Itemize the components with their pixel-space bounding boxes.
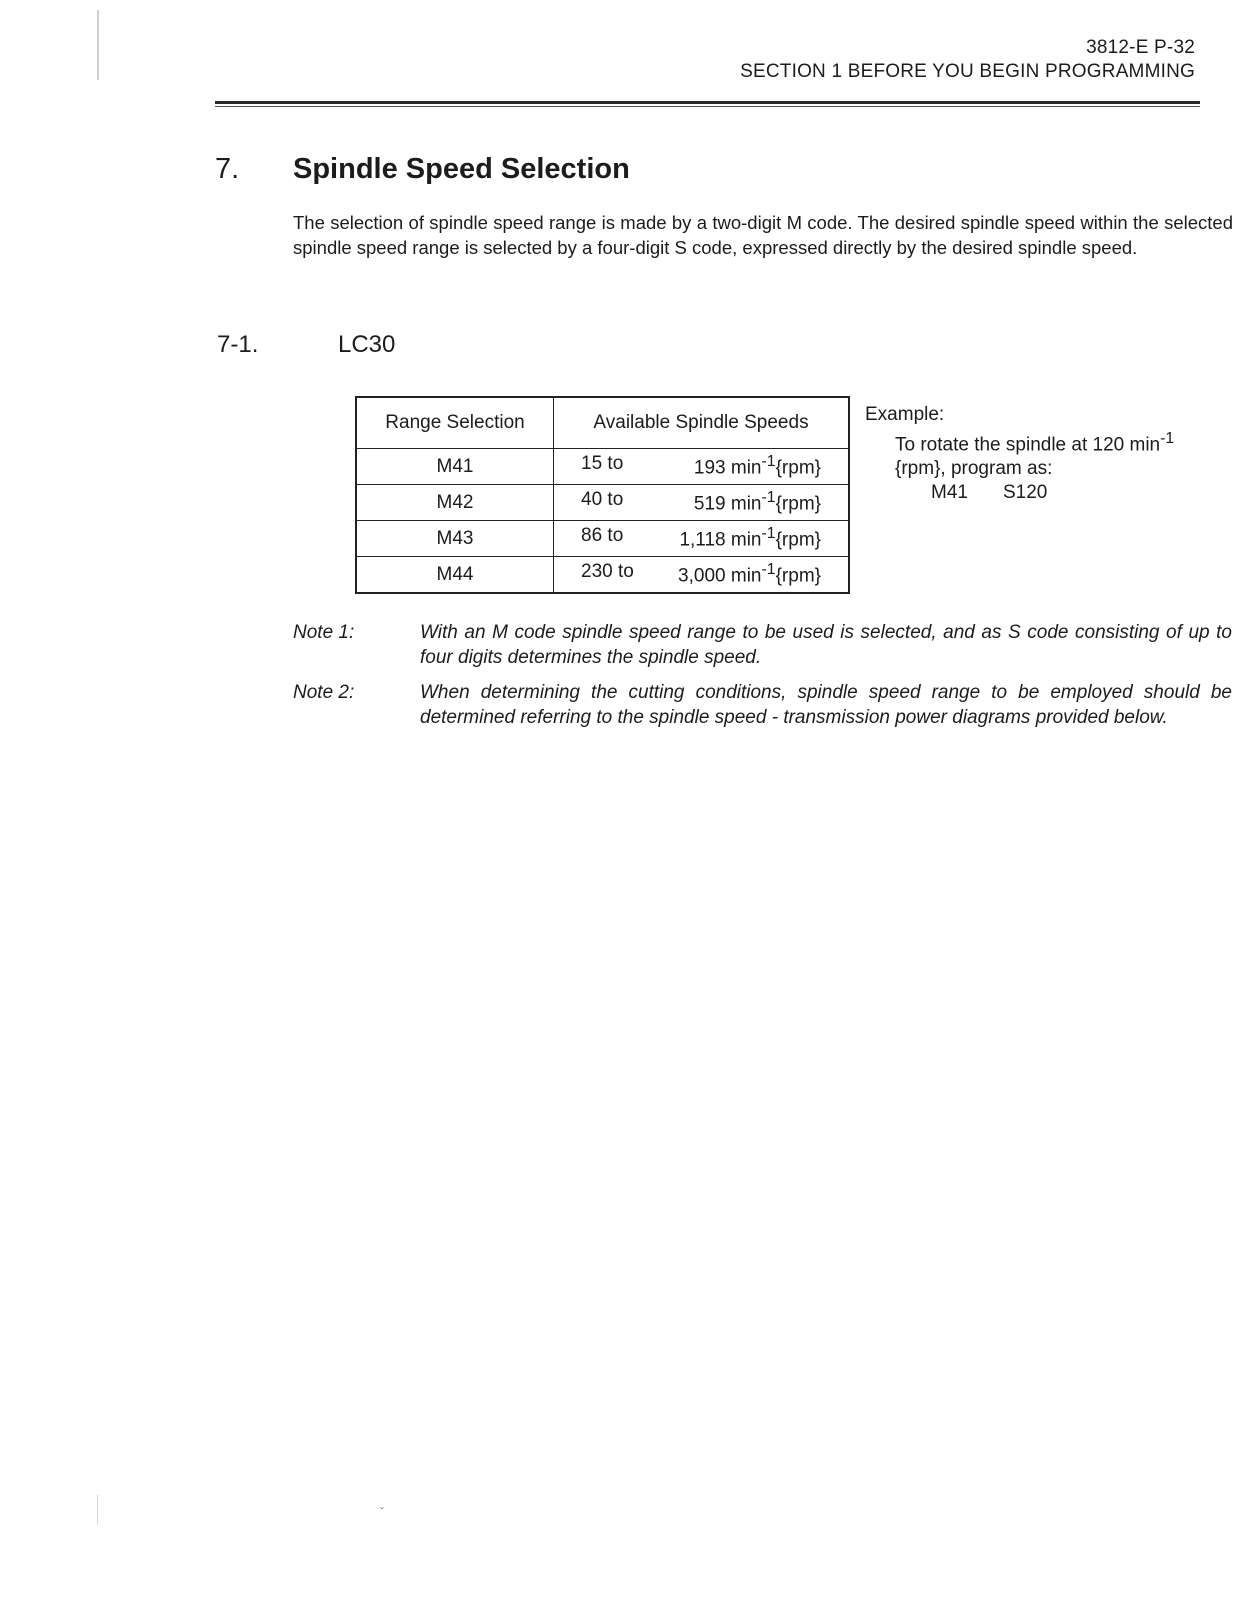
scan-speck-mark: ˇ <box>380 1505 384 1519</box>
speed-to: to <box>607 489 624 511</box>
speed-low: 40 <box>581 489 603 511</box>
subsection-number: 7-1. <box>217 331 259 358</box>
note-2-label: Note 2: <box>293 682 355 703</box>
speed-unit: min <box>730 493 762 515</box>
example-code-s: S120 <box>1003 482 1048 504</box>
speed-low: 86 <box>581 525 603 547</box>
speed-range <box>554 485 850 521</box>
table-header-row <box>356 397 849 449</box>
range-code: M41 <box>356 449 554 485</box>
speed-low: 15 <box>581 453 603 475</box>
range-code: M42 <box>356 485 554 521</box>
speed-unit-sup: -1 <box>761 561 776 579</box>
table-row <box>356 521 849 557</box>
speed-unit-sup: -1 <box>761 453 776 471</box>
speed-unit: min <box>730 457 762 479</box>
header-available-speeds: Available Spindle Speeds <box>554 397 850 449</box>
speed-range <box>554 557 850 594</box>
table-row <box>356 449 849 485</box>
example-label: Example: <box>865 404 945 425</box>
speed-unit-sup: -1 <box>761 525 776 543</box>
speed-range <box>554 521 850 557</box>
example-line-1 <box>865 427 1174 457</box>
header-rule-thin <box>215 106 1200 107</box>
document-id: 3812-E P-32 <box>1086 37 1195 58</box>
header-range-selection: Range Selection <box>356 397 554 449</box>
intro-paragraph: The selection of spindle speed range is made by a two-digit M code. The desired spindle speed within the selected spindle speed range is selected by a four-digit S code, expressed directly by the desired spindle speed. <box>293 212 1233 258</box>
header-rule <box>215 101 1200 104</box>
example-code <box>865 481 1174 505</box>
speed-unit-rpm: {rpm} <box>775 493 821 515</box>
speed-unit-rpm: {rpm} <box>775 529 821 551</box>
scan-edge-mark-bottom <box>97 1495 98 1525</box>
section-heading: SECTION 1 BEFORE YOU BEGIN PROGRAMMING <box>740 61 1195 82</box>
speed-to: to <box>607 453 624 475</box>
speed-high: 3,000 <box>678 565 726 587</box>
speed-high: 1,118 <box>679 529 726 551</box>
speed-unit-sup: -1 <box>761 489 776 507</box>
speed-low: 230 <box>581 561 613 583</box>
range-code: M44 <box>356 557 554 594</box>
speed-unit-rpm: {rpm} <box>775 457 821 479</box>
example-line-2: {rpm}, program as: <box>895 458 1053 480</box>
example-line-1-sup: -1 <box>1160 430 1175 447</box>
section-number: 7. <box>215 153 240 185</box>
note-1-label: Note 1: <box>293 622 355 643</box>
speed-unit-rpm: {rpm} <box>775 565 821 587</box>
table-row <box>356 557 849 594</box>
note-2-text: When determining the cutting conditions, spindle speed range to be employed should be determined referring to the spindle speed - transmission power diagrams provided below. <box>420 682 1232 728</box>
example-block <box>865 403 1174 505</box>
example-line-1-text: To rotate the spindle at 120 min <box>895 434 1161 456</box>
note-1-text: With an M code spindle speed range to be used is selected, and as S code consisting of up to four digits determines the spindle speed. <box>420 622 1232 668</box>
range-code: M43 <box>356 521 554 557</box>
subsection-title: LC30 <box>338 331 396 358</box>
speed-range <box>554 449 850 485</box>
speed-to: to <box>617 561 634 583</box>
speed-to: to <box>607 525 624 547</box>
speed-high: 519 <box>693 493 726 515</box>
scan-edge-mark <box>97 10 99 80</box>
speed-unit: min <box>730 529 762 551</box>
section-title: Spindle Speed Selection <box>293 153 630 185</box>
speed-high: 193 <box>693 457 726 479</box>
spindle-speed-table <box>355 396 850 594</box>
table-row <box>356 485 849 521</box>
speed-unit: min <box>730 565 762 587</box>
example-code-m: M41 <box>931 482 968 504</box>
